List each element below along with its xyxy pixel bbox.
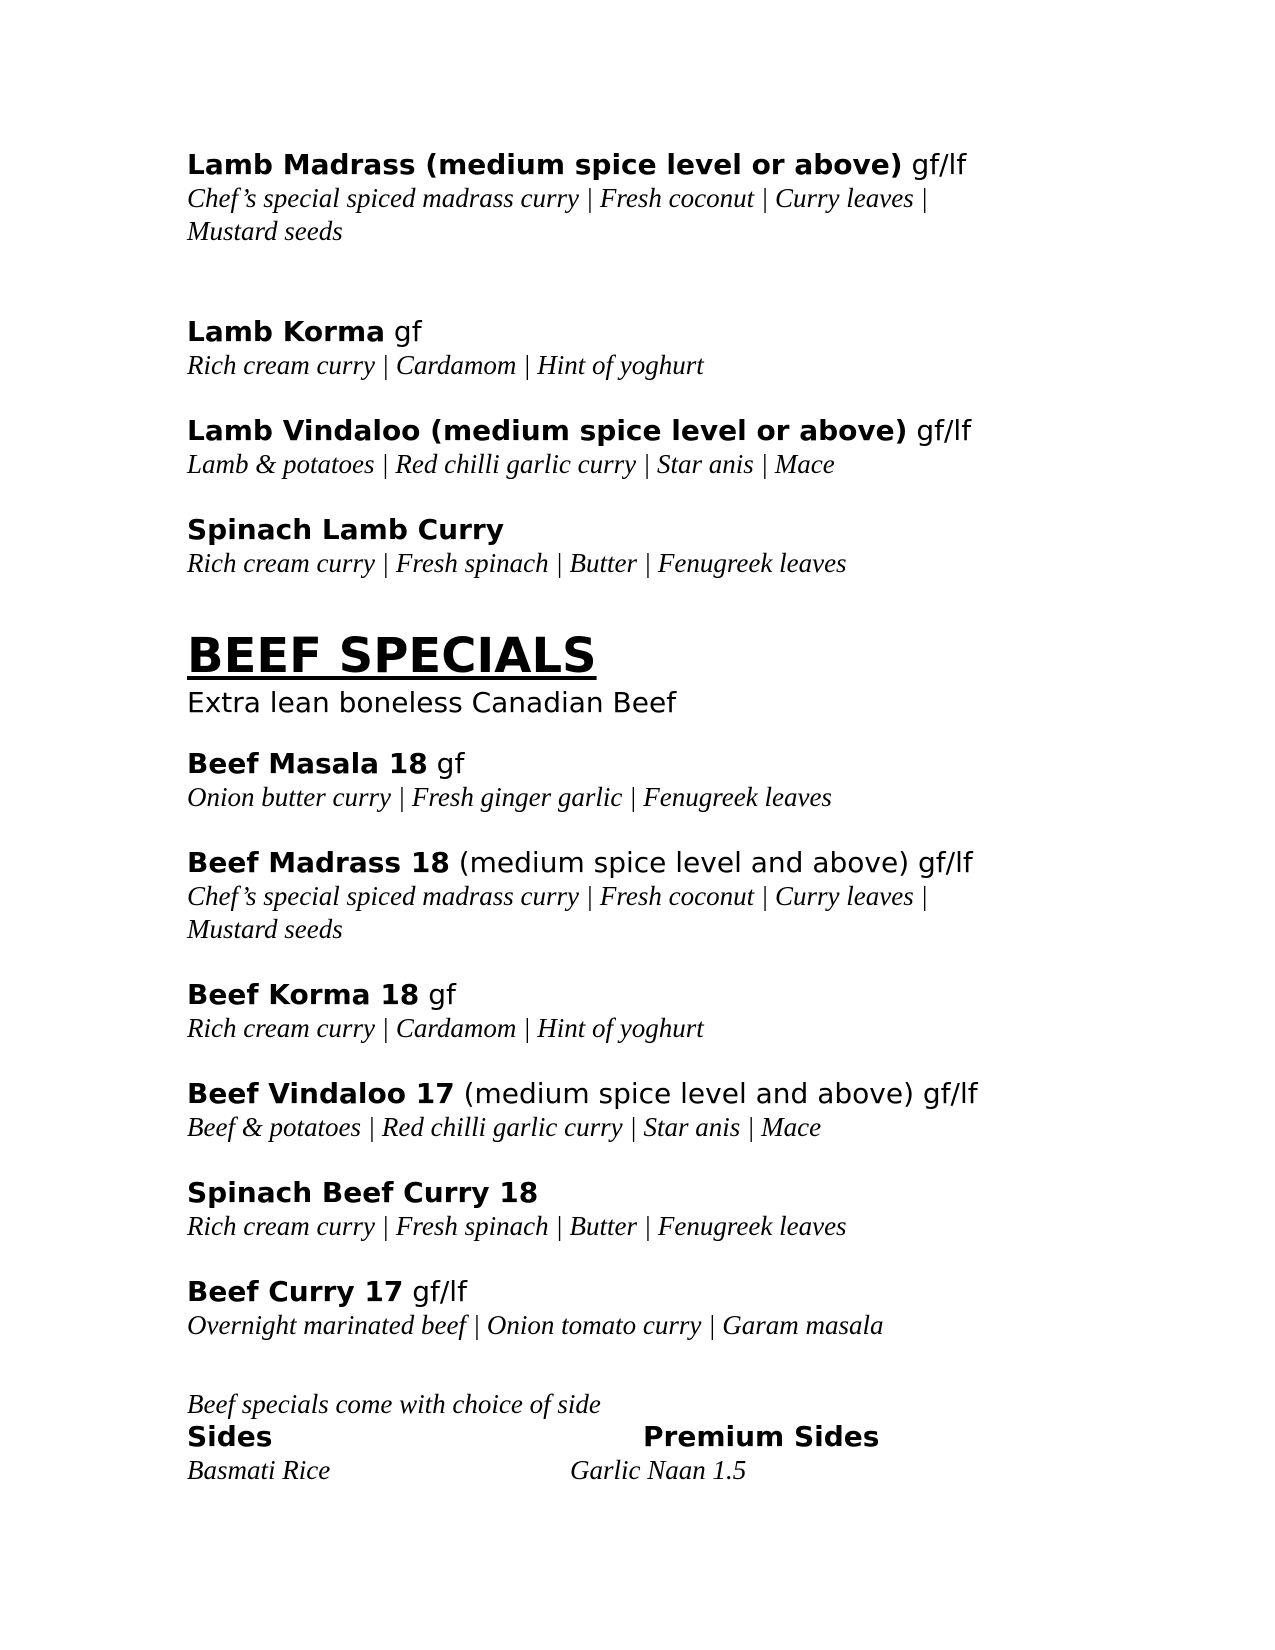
menu-item-description: Rich cream curry | Fresh spinach | Butter | Fenugreek leaves — [187, 1211, 847, 1241]
menu-item-tag: gf/lf — [403, 1275, 467, 1308]
menu-item-description: Chef’s special spiced madrass curry | Fresh coconut | Curry leaves | Mustard seeds — [187, 183, 928, 246]
premium-sides-heading: Premium Sides — [643, 1420, 880, 1453]
section-subheading: Extra lean boneless Canadian Beef — [187, 686, 677, 719]
premium-sides-item: Garlic Naan 1.5 — [570, 1455, 747, 1485]
menu-item-description: Overnight marinated beef | Onion tomato curry | Garam masala — [187, 1310, 884, 1340]
menu-item-spinach-beef-curry — [187, 1176, 1087, 1243]
menu-item-title — [187, 747, 1087, 781]
menu-item-description: Rich cream curry | Fresh spinach | Butter | Fenugreek leaves — [187, 548, 847, 578]
menu-item-tag: (medium spice level and above) gf/lf — [449, 846, 973, 879]
menu-item-name: Beef Vindaloo 17 — [187, 1077, 455, 1110]
menu-item-title — [187, 846, 1087, 880]
menu-item-tag: gf — [385, 315, 422, 348]
menu-item-title — [187, 1176, 1087, 1210]
menu-item-tag: gf/lf — [902, 148, 967, 181]
menu-item-lamb-vindaloo — [187, 414, 1087, 481]
menu-item-name: Lamb Korma — [187, 315, 386, 348]
menu-item-spinach-lamb-curry — [187, 513, 1087, 580]
menu-item-title — [187, 414, 1087, 448]
menu-item-lamb-korma — [187, 315, 1087, 382]
menu-item-description: Rich cream curry | Cardamom | Hint of yoghurt — [187, 350, 704, 380]
sides-heading: Sides — [187, 1420, 273, 1453]
menu-item-name: Beef Korma 18 — [187, 978, 420, 1011]
menu-item-description: Onion butter curry | Fresh ginger garlic | Fenugreek leaves — [187, 782, 832, 812]
menu-item-beef-korma — [187, 978, 1087, 1045]
menu-item-tag: gf/lf — [907, 414, 972, 447]
menu-item-title — [187, 148, 1087, 182]
menu-item-lamb-madrass — [187, 148, 1087, 248]
menu-item-title — [187, 978, 1087, 1012]
menu-item-description: Rich cream curry | Cardamom | Hint of yoghurt — [187, 1013, 704, 1043]
menu-item-name: Lamb Vindaloo (medium spice level or above) — [187, 414, 908, 447]
menu-item-title — [187, 513, 1087, 547]
menu-item-name: Beef Madrass 18 — [187, 846, 450, 879]
menu-item-beef-vindaloo — [187, 1077, 1087, 1144]
menu-item-beef-masala — [187, 747, 1087, 814]
menu-item-name: Lamb Madrass (medium spice level or above) — [187, 148, 903, 181]
menu-item-description: Beef & potatoes | Red chilli garlic curry | Star anis | Mace — [187, 1112, 822, 1142]
menu-item-name: Spinach Beef Curry 18 — [187, 1176, 539, 1209]
menu-item-title — [187, 1275, 1087, 1309]
menu-item-description: Chef’s special spiced madrass curry | Fresh coconut | Curry leaves | Mustard seeds — [187, 881, 928, 944]
sides-note: Beef specials come with choice of side — [187, 1389, 601, 1419]
menu-item-title — [187, 315, 1087, 349]
menu-item-tag: gf — [419, 978, 456, 1011]
menu-item-name: Spinach Lamb Curry — [187, 513, 504, 546]
sides-item: Basmati Rice — [187, 1455, 331, 1485]
menu-item-name: Beef Masala 18 — [187, 747, 428, 780]
menu-item-name: Beef Curry 17 — [187, 1275, 404, 1308]
menu-item-beef-madrass — [187, 846, 1087, 946]
menu-item-tag: (medium spice level and above) gf/lf — [454, 1077, 978, 1110]
menu-item-title — [187, 1077, 1087, 1111]
menu-item-description: Lamb & potatoes | Red chilli garlic curry | Star anis | Mace — [187, 449, 835, 479]
section-heading-beef-specials: BEEF SPECIALS — [187, 628, 597, 684]
menu-item-tag: gf — [427, 747, 465, 780]
menu-item-beef-curry — [187, 1275, 1087, 1342]
